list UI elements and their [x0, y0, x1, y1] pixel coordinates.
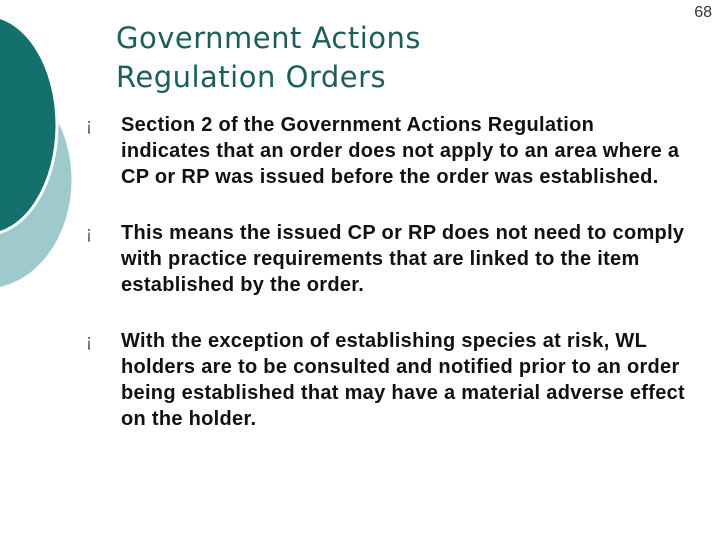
title-line-2: Regulation Orders — [116, 60, 387, 94]
bullet-marker-icon: ¡ — [86, 331, 92, 351]
bullet-marker-icon: ¡ — [86, 223, 92, 243]
bullet-item — [86, 112, 686, 190]
bullet-list — [86, 112, 686, 462]
bullet-text: Section 2 of the Government Actions Regulation indicates that an order does not apply to an area where a CP or RP was issued before the order was established. — [121, 114, 680, 188]
bullet-text: With the exception of establishing species at risk, WL holders are to be consulted and notified prior to an order being established that may have a material adverse effect on the holder. — [121, 330, 685, 430]
bullet-text: This means the issued CP or RP does not need to comply with practice requirements that are linked to the item established by the order. — [121, 222, 685, 296]
title-line-1: Government Actions — [116, 21, 422, 55]
slide-number: 68 — [694, 4, 712, 21]
bullet-marker-icon: ¡ — [86, 115, 92, 135]
decorative-circles — [0, 0, 80, 300]
bullet-item — [86, 328, 686, 432]
slide-title — [116, 19, 421, 97]
bullet-item — [86, 220, 686, 298]
